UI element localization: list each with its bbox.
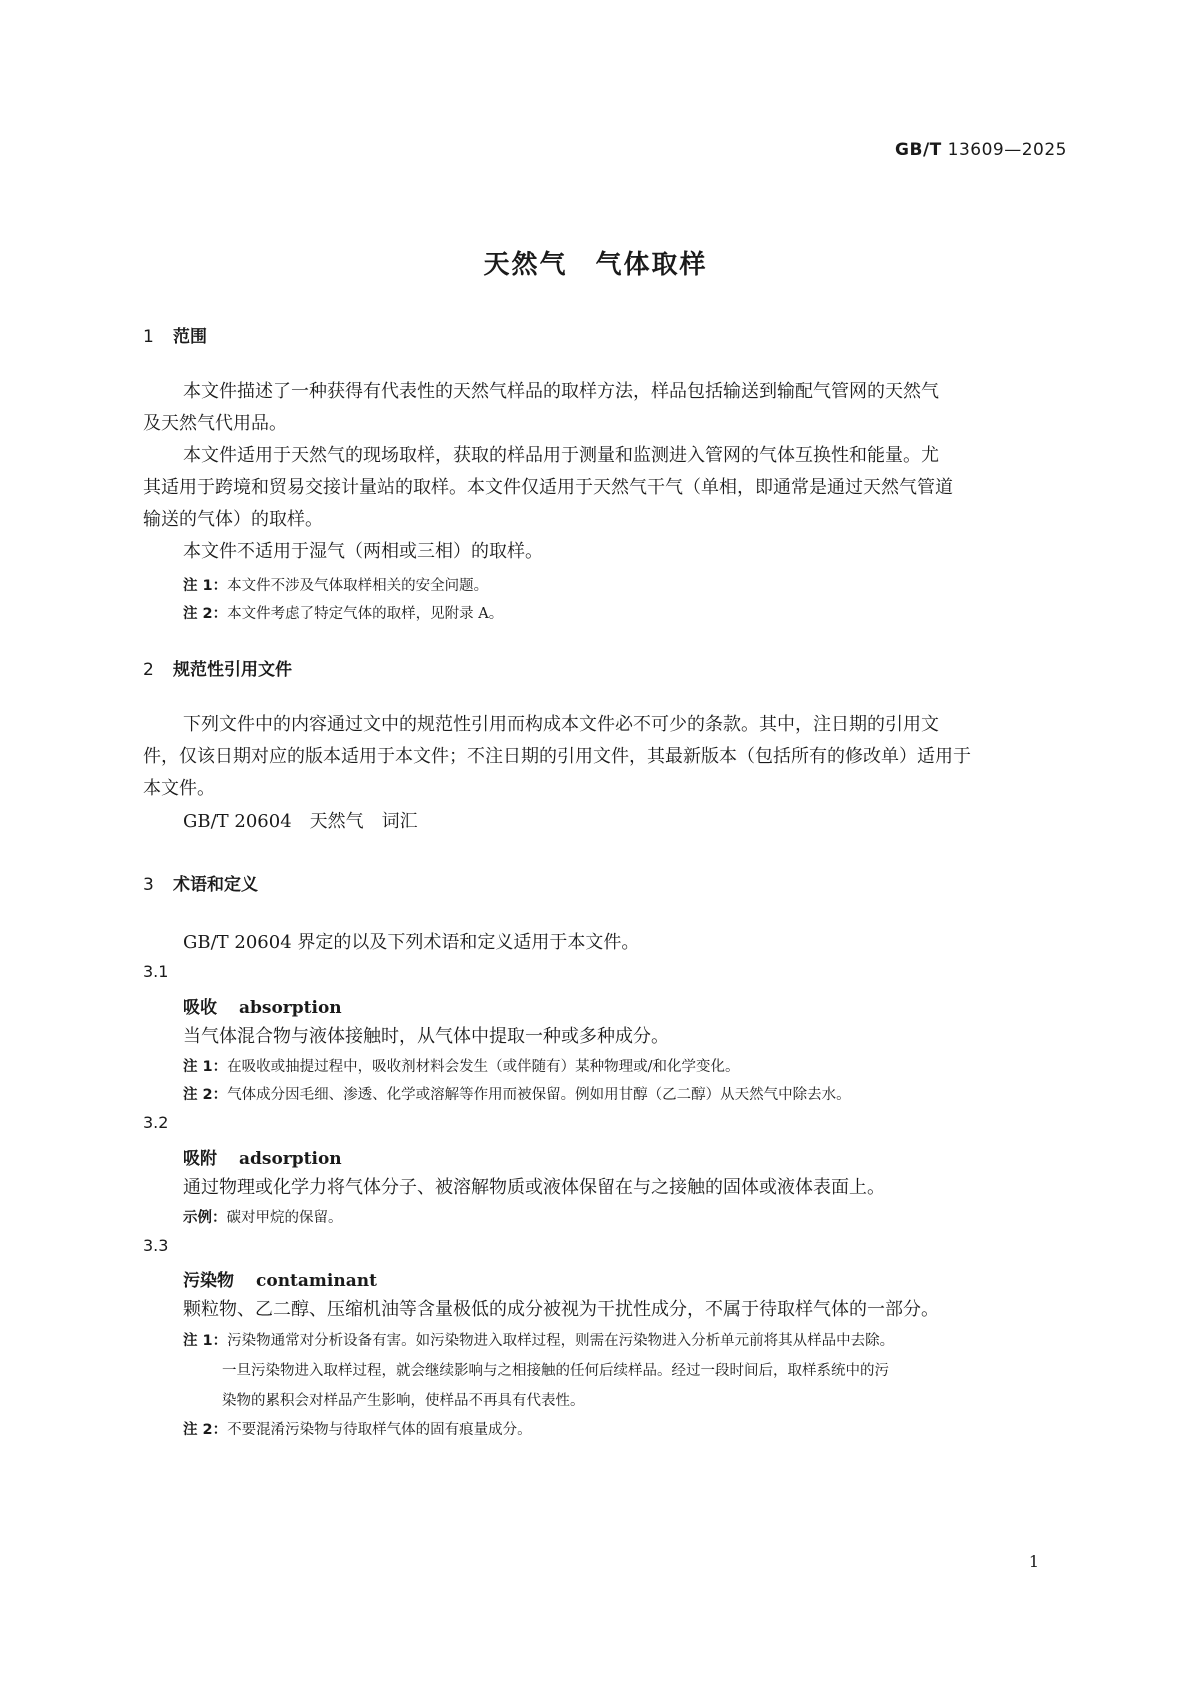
- standard-code: [895, 140, 1067, 160]
- term-definition: 当气体混合物与液体接触时，从气体中提取一种或多种成分。: [183, 1026, 669, 1047]
- term-zh: 吸附: [183, 1149, 217, 1169]
- section-number: 1: [143, 327, 154, 347]
- standard-prefix: GB/T: [895, 140, 942, 160]
- note-text: 不要混淆污染物与待取样气体的固有痕量成分。: [227, 1422, 532, 1438]
- example: [183, 1206, 343, 1227]
- clause-number: 3.3: [143, 1236, 169, 1255]
- note-label: 注 2：: [183, 1422, 228, 1438]
- paragraph-line: GB/T 20604 界定的以及下列术语和定义适用于本文件。: [183, 932, 640, 953]
- note: [183, 1329, 894, 1350]
- example-label: 示例：: [183, 1210, 227, 1226]
- clause-number: 3.1: [143, 962, 169, 981]
- term-definition: 颗粒物、乙二醇、压缩机油等含量极低的成分被视为干扰性成分，不属于待取样气体的一部分。: [183, 1299, 939, 1320]
- note-label: 注 1：: [183, 1333, 228, 1349]
- note-continuation: 一旦污染物进入取样过程，就会继续影响与之相接触的任何后续样品。经过一段时间后，取样系统中的污: [222, 1363, 889, 1379]
- normative-reference: GB/T 20604 天然气 词汇: [183, 811, 418, 832]
- clause-number: 3.2: [143, 1113, 169, 1132]
- paragraph-line: 本文件不适用于湿气（两相或三相）的取样。: [183, 541, 543, 562]
- term-entry: [183, 1144, 342, 1169]
- note: [183, 602, 503, 623]
- note-text: 本文件考虑了特定气体的取样，见附录 A。: [227, 606, 504, 622]
- paragraph-line: 输送的气体）的取样。: [143, 509, 323, 530]
- term-entry: [183, 993, 342, 1018]
- paragraph-line: 本文件。: [143, 778, 215, 799]
- note: [183, 574, 488, 595]
- term-en: adsorption: [239, 1149, 342, 1169]
- note-label: 注 1：: [183, 1059, 228, 1075]
- section-3-heading: [143, 870, 258, 895]
- note-text: 气体成分因毛细、渗透、化学或溶解等作用而被保留。例如用甘醇（乙二醇）从天然气中除去水。: [227, 1087, 851, 1103]
- term-definition: 通过物理或化学力将气体分子、被溶解物质或液体保留在与之接触的固体或液体表面上。: [183, 1177, 885, 1198]
- section-title: 范围: [173, 327, 207, 347]
- note: [183, 1418, 532, 1439]
- note-label: 注 2：: [183, 606, 228, 622]
- paragraph-line: 件，仅该日期对应的版本适用于本文件；不注日期的引用文件，其最新版本（包括所有的修改单）适用于: [143, 746, 971, 767]
- term-en: absorption: [239, 998, 342, 1018]
- section-1-heading: [143, 322, 207, 347]
- paragraph-line: 本文件适用于天然气的现场取样，获取的样品用于测量和监测进入管网的气体互换性和能量。尤: [183, 445, 939, 466]
- section-title: 规范性引用文件: [173, 660, 292, 680]
- term-en: contaminant: [256, 1271, 377, 1291]
- note-text: 本文件不涉及气体取样相关的安全问题。: [227, 578, 489, 594]
- note: [183, 1083, 851, 1104]
- paragraph-line: 其适用于跨境和贸易交接计量站的取样。本文件仅适用于天然气干气（单相，即通常是通过天然气管道: [143, 477, 953, 498]
- document-title: 天然气 气体取样: [483, 250, 708, 280]
- section-number: 2: [143, 660, 154, 680]
- paragraph-line: 本文件描述了一种获得有代表性的天然气样品的取样方法，样品包括输送到输配气管网的天然气: [183, 381, 939, 402]
- standard-number: 13609—2025: [947, 140, 1067, 160]
- term-zh: 吸收: [183, 998, 217, 1018]
- note-text: 污染物通常对分析设备有害。如污染物进入取样过程，则需在污染物进入分析单元前将其从样品中去除。: [227, 1333, 895, 1349]
- section-2-heading: [143, 655, 292, 680]
- example-text: 碳对甲烷的保留。: [226, 1210, 343, 1226]
- term-zh: 污染物: [183, 1271, 234, 1291]
- section-title: 术语和定义: [173, 875, 258, 895]
- note: [183, 1055, 740, 1076]
- note-text: 在吸收或抽提过程中，吸收剂材料会发生（或伴随有）某种物理或/和化学变化。: [227, 1059, 740, 1075]
- page-number: 1: [1028, 1552, 1039, 1571]
- note-label: 注 2：: [183, 1087, 228, 1103]
- paragraph-line: 下列文件中的内容通过文中的规范性引用而构成本文件必不可少的条款。其中，注日期的引用文: [183, 714, 939, 735]
- paragraph-line: 及天然气代用品。: [143, 413, 287, 434]
- term-entry: [183, 1266, 377, 1291]
- note-label: 注 1：: [183, 578, 228, 594]
- note-continuation: 染物的累积会对样品产生影响，使样品不再具有代表性。: [222, 1393, 585, 1409]
- section-number: 3: [143, 875, 154, 895]
